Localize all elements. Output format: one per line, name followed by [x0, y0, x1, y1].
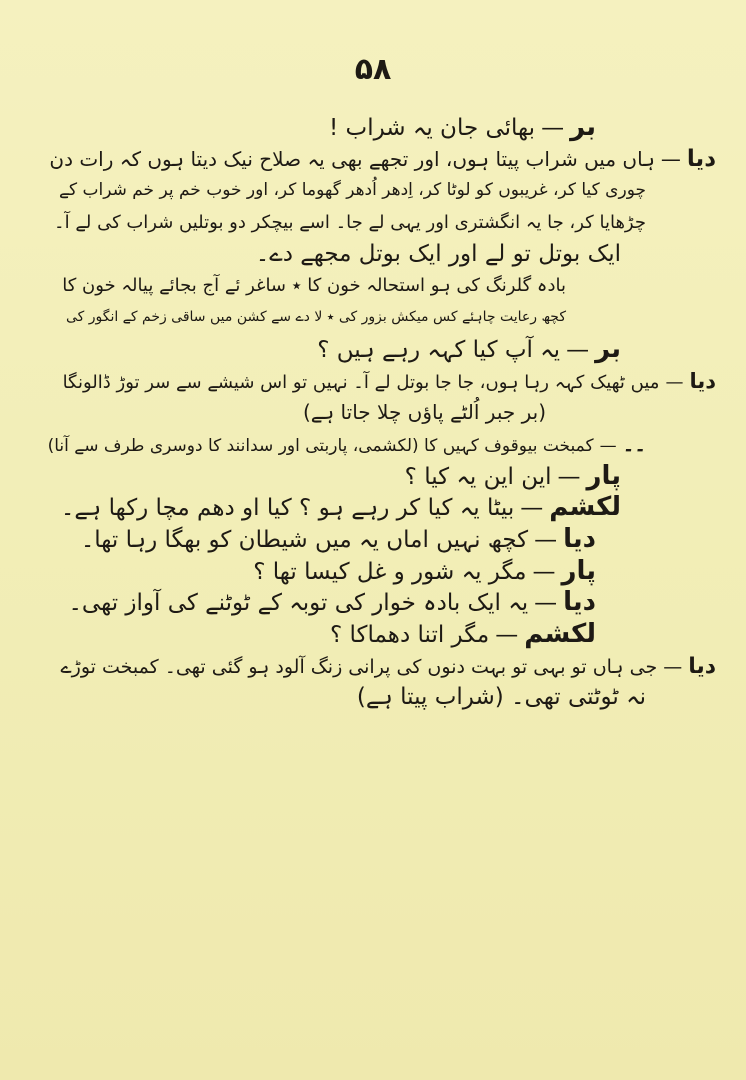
text-line — [40, 239, 716, 271]
speaker-dash: — — [495, 622, 519, 648]
text-line — [40, 651, 716, 683]
line-text: جی ہاں تو بہی تو بہت دنوں کی پرانی زنگ آلود ہو گئی تھی۔ کمبخت توڑے — [60, 655, 658, 678]
line-text: کچھ نہیں اماں یہ میں شیطان کو بھگا رہا تھا۔ — [80, 526, 529, 553]
speaker-dash: — — [520, 495, 544, 522]
text-line — [40, 524, 716, 556]
text-line — [40, 366, 716, 398]
dialogue-text — [40, 112, 716, 714]
text-line — [40, 619, 716, 651]
line-text: میں ٹھیک کہہ رہا ہوں، جا جا بوتل لے آ۔ نہیں تو اس شیشے سے سر توڑ ڈالونگا — [62, 371, 660, 393]
line-text: بادہ گلرنگ کی ہو استحالہ خون کا ٭ ساغر ئے آج بجائے پیالہ خون کا — [62, 275, 566, 297]
text-line — [40, 144, 716, 176]
line-text: چڑھایا کر، جا یہ انگشتری اور یہی لے جا۔ اسے بیچکر دو بوتلیں شراب کی لے آ۔ — [54, 212, 646, 234]
speaker-label: پار — [586, 460, 621, 491]
line-text: این این یہ کیا ؟ — [404, 463, 552, 490]
speaker-dash: — — [534, 526, 558, 553]
line-text: چوری کیا کر، غریبوں کو لوٹا کر، اِدھر اُدھر گھوما کر، اور خوب خم پر خم شراب کے — [59, 180, 646, 201]
speaker-label: لکشم — [549, 492, 621, 523]
line-text: نہ ٹوٹتی تھی۔ (شراب پیتا ہے) — [356, 684, 646, 711]
text-line — [40, 175, 716, 207]
speaker-dash: — — [665, 371, 684, 393]
speaker-dash: — — [599, 435, 617, 456]
text-line — [40, 556, 716, 588]
text-line — [40, 682, 716, 714]
speaker-dash: — — [566, 336, 590, 363]
speaker-dash: — — [660, 146, 681, 171]
speaker-dash: — — [663, 655, 683, 678]
line-text: ہاں میں شراب پیتا ہوں، اور تجھے بھی یہ صلاح نیک دیتا ہوں کہ رات دن — [49, 146, 655, 171]
speaker-label: ۔۔ — [622, 431, 646, 456]
text-line — [40, 587, 716, 619]
speaker-label: بر — [595, 333, 621, 364]
speaker-dash: — — [534, 590, 558, 617]
text-line — [40, 461, 716, 493]
text-line — [40, 302, 716, 334]
line-text: مگر یہ شور و غل کیسا تھا ؟ — [253, 558, 527, 585]
text-line — [40, 112, 716, 144]
speaker-dash: — — [541, 115, 565, 141]
text-line — [40, 334, 716, 366]
speaker-label: دیا — [688, 653, 716, 679]
text-line — [40, 397, 716, 429]
line-text: بھائی جان یہ شراب ! — [329, 115, 536, 141]
line-text: مگر اتنا دھماکا ؟ — [330, 622, 490, 648]
speaker-label: بر — [570, 112, 596, 142]
line-text: کچھ رعایت چاہئے کس میکش بزور کی ٭ لا دے سے کشن میں ساقی زخم کے انگور کی — [65, 309, 566, 326]
line-text: یہ آپ کیا کہہ رہے ہیں ؟ — [317, 336, 561, 363]
text-line — [40, 429, 716, 461]
text-line — [40, 207, 716, 239]
speaker-label: لکشم — [524, 619, 596, 649]
speaker-label: دیا — [563, 523, 596, 554]
speaker-label: دیا — [563, 587, 596, 618]
speaker-dash: — — [557, 463, 581, 490]
line-text: بیٹا یہ کیا کر رہے ہو ؟ کیا او دھم مچا رکھا ہے۔ — [60, 495, 515, 522]
text-line — [40, 492, 716, 524]
line-text: کمبخت بیوقوف کہیں کا (لکشمی، پاربتی اور سدانند کا دوسری طرف سے آنا) — [47, 435, 594, 456]
speaker-label: پار — [561, 555, 596, 586]
line-text: یہ ایک بادہ خوار کی توبہ کے ٹوٹنے کی آواز تھی۔ — [68, 590, 529, 617]
speaker-label: دیا — [689, 368, 716, 393]
line-text: (بر جبر اُلٹے پاؤں چلا جاتا ہے) — [302, 400, 546, 425]
speaker-label: دیا — [686, 145, 716, 172]
line-text: ایک بوتل تو لے اور ایک بوتل مجھے دے۔ — [255, 240, 621, 267]
text-line — [40, 270, 716, 302]
speaker-dash: — — [532, 558, 556, 585]
page-number: ۵۸ — [354, 52, 392, 87]
